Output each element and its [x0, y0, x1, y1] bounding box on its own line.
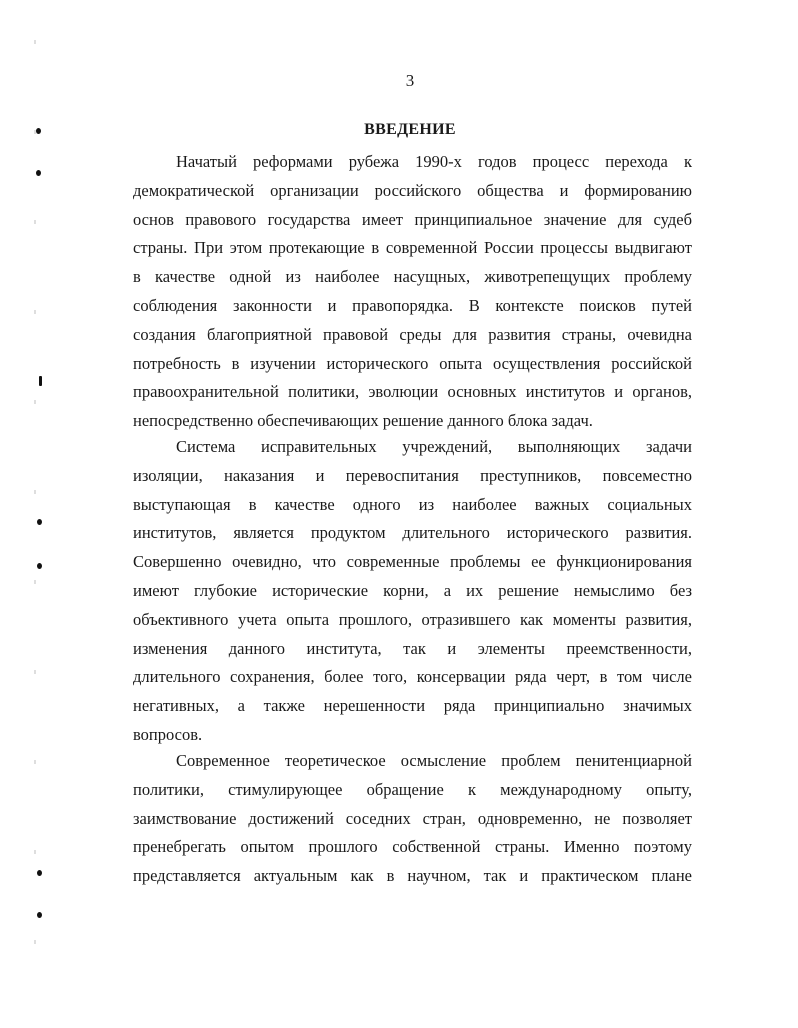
scan-edge-marks: [34, 0, 36, 1028]
paragraph: [133, 433, 692, 750]
paragraph: [133, 148, 692, 436]
section-heading: ВВЕДЕНИЕ: [364, 121, 456, 138]
text-line: потребность в изучении исторического опыта осуществления российской: [133, 353, 692, 373]
text-line: институтов, является продуктом длительного исторического развития.: [133, 523, 692, 543]
text-line: непосредственно обеспечивающих решение данного блока задач.: [133, 411, 593, 431]
binding-hole-mark: [39, 376, 42, 386]
binding-hole-mark: [37, 870, 42, 876]
page-number: 3: [405, 71, 415, 90]
text-line: заимствование достижений соседних стран, одновременно, не позволяет: [133, 808, 692, 828]
text-line: негативных, а также нерешенности ряда принципиально значимых: [133, 696, 692, 716]
text-line: страны. При этом протекающие в современной России процессы выдвигают: [133, 238, 692, 258]
paragraph: [133, 747, 692, 891]
text-line: изоляции, наказания и перевоспитания преступников, повсеместно: [133, 465, 692, 485]
text-line: имеют глубокие исторические корни, а их решение немыслимо без: [133, 580, 692, 600]
text-line: изменения данного института, так и элементы преемственности,: [133, 638, 692, 658]
text-line: представляется актуальным как в научном, так и практическом плане: [133, 866, 692, 886]
binding-hole-mark: [36, 170, 41, 176]
text-line: соблюдения законности и правопорядка. В контексте поисков путей: [133, 295, 692, 315]
binding-hole-mark: [37, 563, 42, 569]
text-line: пренебрегать опытом прошлого собственной страны. Именно поэтому: [133, 837, 692, 857]
binding-hole-mark: [37, 519, 42, 525]
text-line: основ правового государства имеет принципиальное значение для судеб: [133, 209, 692, 229]
binding-hole-mark: [37, 912, 42, 918]
text-line: Современное теоретическое осмысление проблем пенитенциарной: [176, 751, 692, 770]
text-line: выступающая в качестве одного из наиболее важных социальных: [133, 494, 692, 514]
text-line: вопросов.: [133, 724, 203, 744]
text-line: политики, стимулирующее обращение к международному опыту,: [133, 779, 692, 799]
text-line: создания благоприятной правовой среды для развития страны, очевидна: [133, 324, 692, 344]
text-line: демократической организации российского общества и формированию: [133, 180, 692, 200]
text-line: Начатый реформами рубежа 1990-х годов процесс перехода к: [176, 152, 692, 171]
text-line: объективного учета опыта прошлого, отразившего как моменты развития,: [133, 609, 692, 629]
text-line: Совершенно очевидно, что современные проблемы ее функционирования: [133, 552, 692, 572]
text-line: длительного сохранения, более того, консервации ряда черт, в том числе: [133, 667, 692, 687]
text-line: Система исправительных учреждений, выполняющих задачи: [176, 437, 692, 456]
text-line: правоохранительной политики, эволюции основных институтов и органов,: [133, 382, 692, 402]
text-line: в качестве одной из наиболее насущных, животрепещущих проблему: [133, 267, 692, 287]
